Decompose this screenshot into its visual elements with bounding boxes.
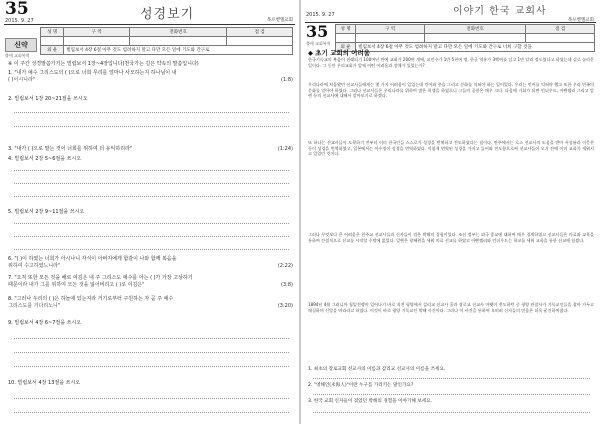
answer-line[interactable] [14,170,289,171]
header-rule [4,24,295,25]
col-check: 점 검 [526,25,595,34]
cell-phone[interactable] [130,37,227,46]
verse-label: 외 운 [41,46,64,55]
question-9: 9. 빌립보서 4장 6~7절을 쓰시오 [8,320,82,326]
question-5: 5. 빌립보서 2장 9~11절을 쓰시오 [8,209,85,215]
answer-line[interactable] [313,378,590,379]
answer-line[interactable] [14,398,289,399]
info-table [40,27,293,55]
answer-line[interactable] [14,366,289,367]
paragraph-2: 우리나라에 처음왔던 선교사들에게는 몇 가지 어려움이 있었는데 언어와 풍습 그리고 문화를 익혀야 하는 일이었다. 우리는 언어를 익혀야 했고 또한 우리 민족의 문화를 알아야 하였다. 그러나 선교사들은 우리나라를 위하여 많은 희생을 하였으니 그들의 공헌은 매우 크다. 다음에 기회가 되면 언더우드, 아펜젤러 그리고 알렌 등의 선교사에 대해서 알아보기로 하겠다. [308,82,594,99]
col-check: 점 검 [227,28,293,37]
number-subtitle: 출애 교회복역 [306,41,331,46]
paragraph-4: 그러나 무엇보다 큰 어려움은 천주교 선교사들과 신자들이 겪은 박해의 경험이었다. 조선 정부는 외국 종교에 대하여 매우 경계하였고 선교사들은 의료와 교육을 통하여 간접적으로 선교를 시작할 수밖에 없었다. 알렌은 광혜원을 세워 의료 선교를 하였고 아펜젤러와 언더우드는 학교를 세워 교육을 통한 선교에 힘썼다. [308,232,594,243]
question-3: 3. "내가 ( )으로 말는 것이 너희를 위하여 더 유익하리라" (1:24) [8,146,293,152]
section-title: ◆ 초기 교회의 어려움 [308,49,371,57]
cell-district[interactable] [64,37,130,46]
cell-check[interactable] [227,37,293,46]
page-title: 성경보기 [140,7,195,22]
issue-number: 35 [5,0,29,19]
church-name: 목포벧엘교회 [567,18,594,23]
cell-name[interactable] [336,34,356,43]
issue-date: 2015. 9. 27 [5,18,34,24]
church-name: 목포벧엘교회 [266,18,293,23]
question-6: 6. "( )이 하였는 너희가 아시나니 자식이 아버지에게 함같이 나와 함께 복음을 위하여 수고하였느니라" (2:22) [8,256,293,269]
paragraph-5: 1894년 4월 그러니까 청일전쟁이 일어나기 바로 직전 평양에서 감리교 선교사 홀과 장로교 선교사 마펫이 전도하던 중 평양 관찰사가 기독교인들을 잡아 가두고 매질하며 신앙을 버리라고 하였다. 이것이 바로 평양 기독교인 박해 사건이다. 그러나 이 사건을 통하여 오히려 신자들의 믿음은 더욱 굳건하여졌다. [308,302,594,313]
instruction-text: ※ 이 주간 성경말씀가기는 빌립보서 1장~4장입니다(천국가는 길은 약속의 말씀입니다) [8,61,199,67]
col-name: 성 명 [336,25,356,34]
cell-phone[interactable] [424,34,526,43]
cell-check[interactable] [526,34,595,43]
question-10: 10. 빌립보서 4장 13절을 쓰시오 [8,380,81,386]
question-8: 8. "그러나 우리의 ( )은 하늘에 있는지라 거기로부터 구원하는 자 곧 주 예수 그리스도를 기다리노니" (3:20) [8,296,293,309]
answer-line[interactable] [14,412,289,413]
col-phone: 전화번호 [424,25,526,34]
cell-district[interactable] [356,34,425,43]
answer-line[interactable] [14,196,289,197]
answer-line[interactable] [14,236,289,237]
issue-number: 35 [306,22,329,41]
tag-subtitle: 출애 교회복역 [5,53,30,58]
answer-line[interactable] [14,338,289,339]
answer-line[interactable] [14,223,289,224]
question-2: 2. 빌립보서 1장 20~21절을 쓰시오 [8,96,88,102]
review-question-2: 2. "영해인(永海人)"이란 누구를 가리키는 말인가요? [308,383,414,388]
paragraph-3: 또 하나는 선교사들이 도착하기 전부터 이미 한국인들 스스로가 성경을 번역하고 전도하였다는 점이다. 만주에서는 로스 선교사의 도움을 받아 서상륜과 이응찬 등이 성경을 번역하였고, 일본에서는 이수정이 성경을 번역하였다. 이렇게 번역된 성경을 가지고 들어와 전도함으로써 선교사들이 오기 전에 이미 교회가 세워지고 있었던 것이다. [308,140,594,157]
verse-label: 외 운 [336,43,356,52]
page-title: 이야기 한국 교회사 [453,6,547,17]
question-7: 7. "오직 또한 모든 것을 해로 여김은 내 주 그리스도 예수를 아는 ( )가 가장 고상하기 때문이라 내가 그를 위하여 모든 것을 잃어버리고 ( )로 여김은" (3:8) [8,275,293,288]
answer-line[interactable] [14,183,289,184]
right-page [301,0,600,424]
cell-name[interactable] [41,37,64,46]
col-district: 구 역 [64,28,130,37]
answer-line[interactable] [14,249,289,250]
info-table [335,24,595,52]
paragraph-1: 한국기독교의 복음이 전래되기 100여년 만에 교회가 200여 개에, 교인수가 1만 5천여 명, 한글 역유가 3백여를 넘고 1만 달러 정도였다고 하였는데 실로 놀라운 일이다. 그 동안 우리교회가 앞에 어떤 어려움과 장애가 있었는가? [308,57,594,68]
verse-text: 빌립보서 4장 6절 아무 것도 염려하지 말고 다만 모든 일에 기도와 간구로 [64,46,293,55]
question-1: 1. "내가 예수 그리스도의 ( )으로 너희 무리를 얼마나 사모하는지 하나님이 내 ( )이시니라" (1:8) [8,70,293,83]
issue-date: 2015. 9. 27 [306,12,335,18]
review-question-3: 3. 한국 교회 신자들이 겪었던 박해의 경험을 이야기해 보세요. [308,399,433,404]
col-phone: 전화번호 [130,28,227,37]
review-question-1: 1. 최초의 장로교회 선교사의 이름과 감리교 선교사의 이름을 쓰세요. [308,367,446,372]
col-name: 성 명 [41,28,64,37]
col-district: 구 역 [356,25,425,34]
question-4: 4. 빌립보서 2장 5~6절을 쓰시오 [8,156,82,162]
section-tag: 신약 [5,38,37,52]
answer-line[interactable] [14,352,289,353]
answer-line[interactable] [313,412,590,413]
header-rule [305,22,596,23]
answer-line[interactable] [14,112,289,113]
verse-text: 빌립보서 4장 6절 아무 것도 염려하지 말고 다만 모든 일에 기도와 간구로 너희 구할 것을 [356,43,595,52]
left-header [0,0,299,22]
left-page [0,0,299,424]
answer-line[interactable] [14,126,289,127]
answer-line[interactable] [313,394,590,395]
